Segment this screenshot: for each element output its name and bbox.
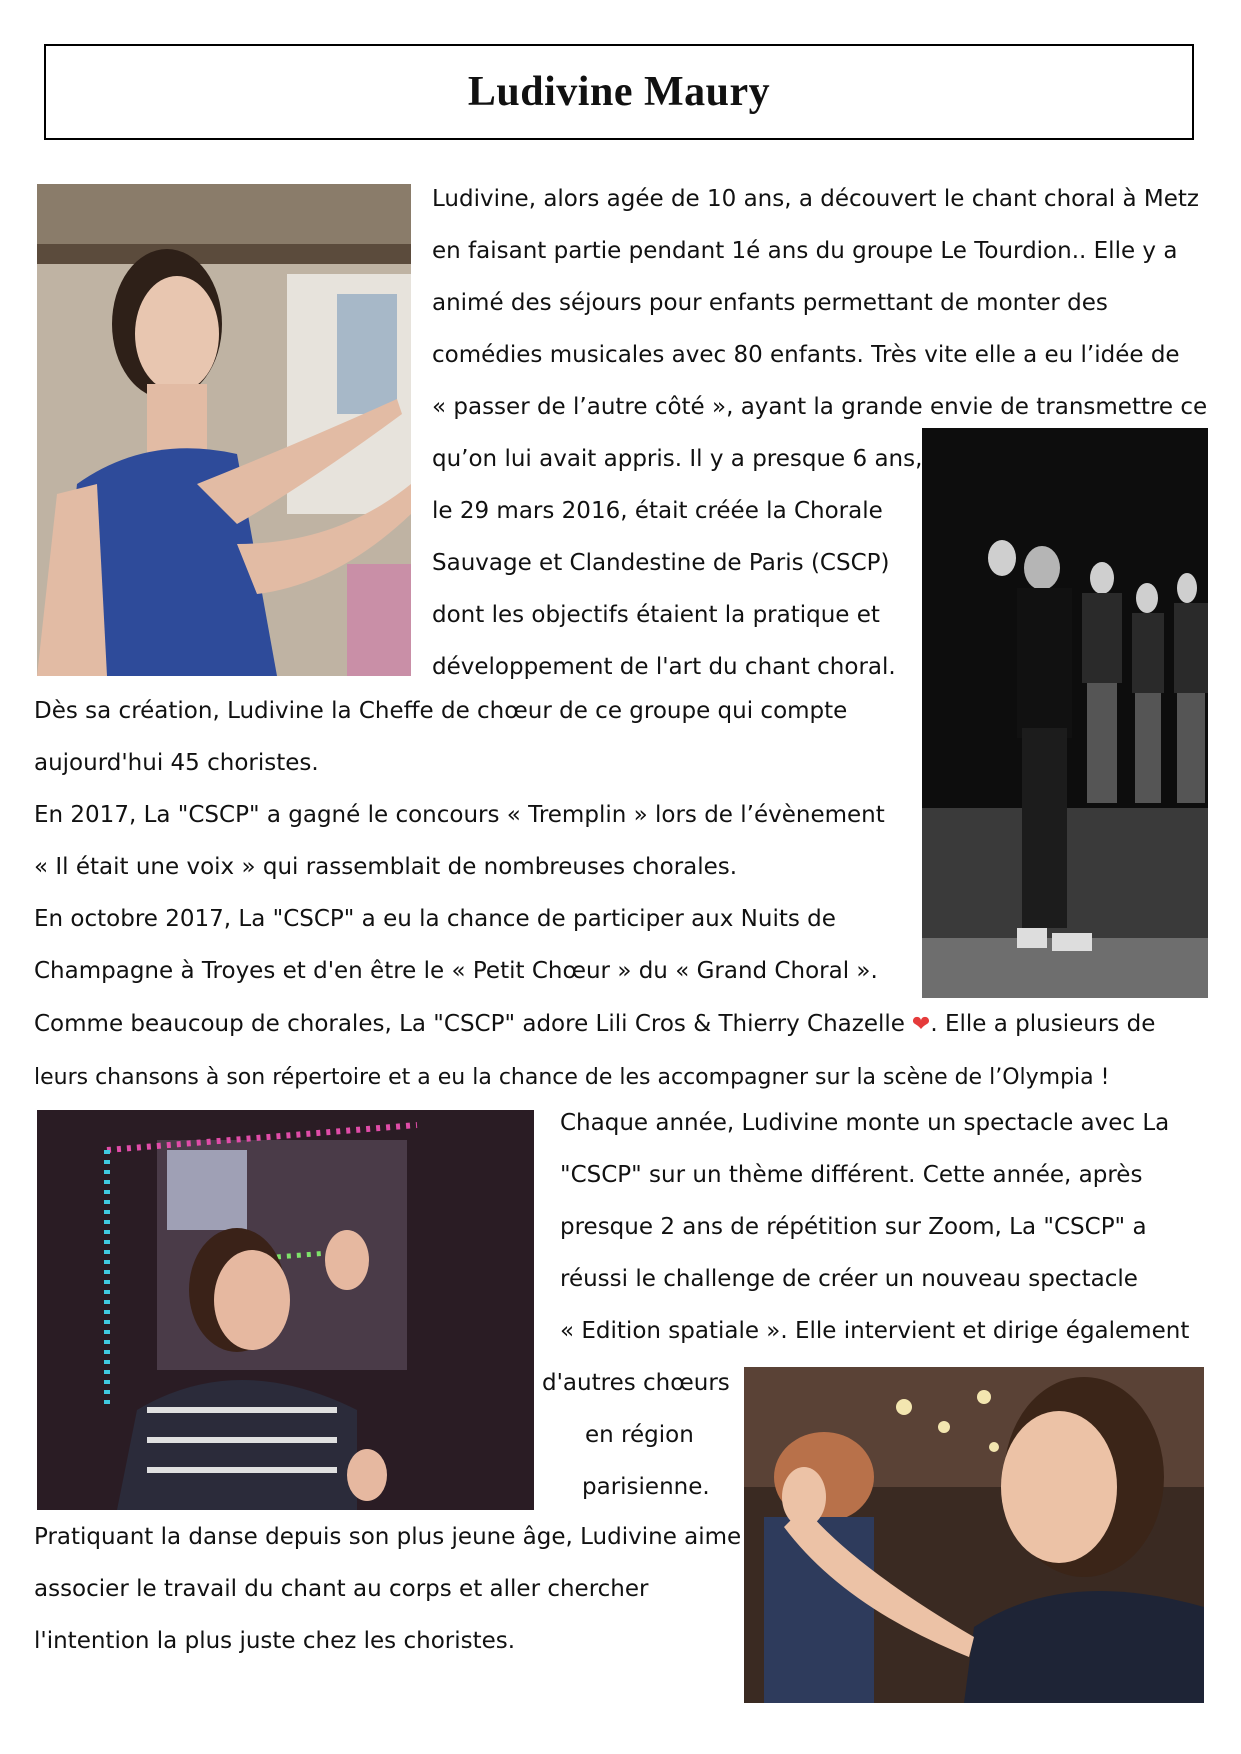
text-line-18: leurs chansons à son répertoire et a eu la chance de les accompagner sur la scène de l’Olympia ! <box>34 1065 1110 1090</box>
text-line-24: d'autres chœurs <box>542 1370 730 1396</box>
text-line-21: presque 2 ans de répétition sur Zoom, La "CSCP" a <box>560 1214 1147 1240</box>
photo-ludivine-lights <box>37 1110 534 1510</box>
text-line-25: en région <box>585 1422 694 1448</box>
text-line-2: en faisant partie pendant 1é ans du groupe Le Tourdion.. Elle y a <box>432 238 1178 264</box>
text-line-12: aujourd'hui 45 choristes. <box>34 750 319 776</box>
text-line-22: réussi le challenge de créer un nouveau spectacle <box>560 1266 1138 1292</box>
text-line-14: « Il était une voix » qui rassemblait de nombreuses chorales. <box>34 854 738 880</box>
text-line-19: Chaque année, Ludivine monte un spectacle avec La <box>560 1110 1170 1136</box>
photo-ludivine-conducting <box>37 184 411 676</box>
text-line-1: Ludivine, alors agée de 10 ans, a découvert le chant choral à Metz <box>432 186 1199 212</box>
text-line-3: animé des séjours pour enfants permettant de monter des <box>432 290 1108 316</box>
text-line-27: Pratiquant la danse depuis son plus jeune âge, Ludivine aime <box>34 1524 742 1550</box>
photo-choir-stage-bw <box>922 428 1208 998</box>
text-line-26: parisienne. <box>582 1474 710 1500</box>
heart-emoji-icon: ❤ <box>904 1012 931 1037</box>
text-line-5: « passer de l’autre côté », ayant la grande envie de transmettre ce <box>432 394 1208 420</box>
text-line-11: Dès sa création, Ludivine la Cheffe de chœur de ce groupe qui compte <box>34 698 848 724</box>
text-line-16: Champagne à Troyes et d'en être le « Petit Chœur » du « Grand Choral ». <box>34 958 878 984</box>
photo-ludivine-smiling <box>744 1367 1204 1703</box>
text-line-17b: . Elle a plusieurs de <box>930 1011 1156 1037</box>
text-line-23: « Edition spatiale ». Elle intervient et dirige également <box>560 1318 1190 1344</box>
text-line-20: "CSCP" sur un thème différent. Cette année, après <box>560 1162 1143 1188</box>
text-line-10: développement de l'art du chant choral. <box>432 654 896 680</box>
text-line-29: l'intention la plus juste chez les choristes. <box>34 1628 516 1654</box>
text-line-7: le 29 mars 2016, était créée la Chorale <box>432 498 883 524</box>
title-box <box>44 44 1194 140</box>
text-line-17a: Comme beaucoup de chorales, La "CSCP" adore Lili Cros & Thierry Chazelle <box>34 1011 905 1037</box>
text-line-6: qu’on lui avait appris. Il y a presque 6 ans, <box>432 446 923 472</box>
page-title: Ludivine Maury <box>467 69 771 115</box>
text-line-9: dont les objectifs étaient la pratique et <box>432 602 880 628</box>
text-line-28: associer le travail du chant au corps et aller chercher <box>34 1576 649 1602</box>
text-line-17 <box>34 1009 1155 1040</box>
text-line-8: Sauvage et Clandestine de Paris (CSCP) <box>432 550 890 576</box>
text-line-4: comédies musicales avec 80 enfants. Très vite elle a eu l’idée de <box>432 342 1180 368</box>
text-line-15: En octobre 2017, La "CSCP" a eu la chance de participer aux Nuits de <box>34 906 836 932</box>
text-line-13: En 2017, La "CSCP" a gagné le concours « Tremplin » lors de l’évènement <box>34 802 885 828</box>
